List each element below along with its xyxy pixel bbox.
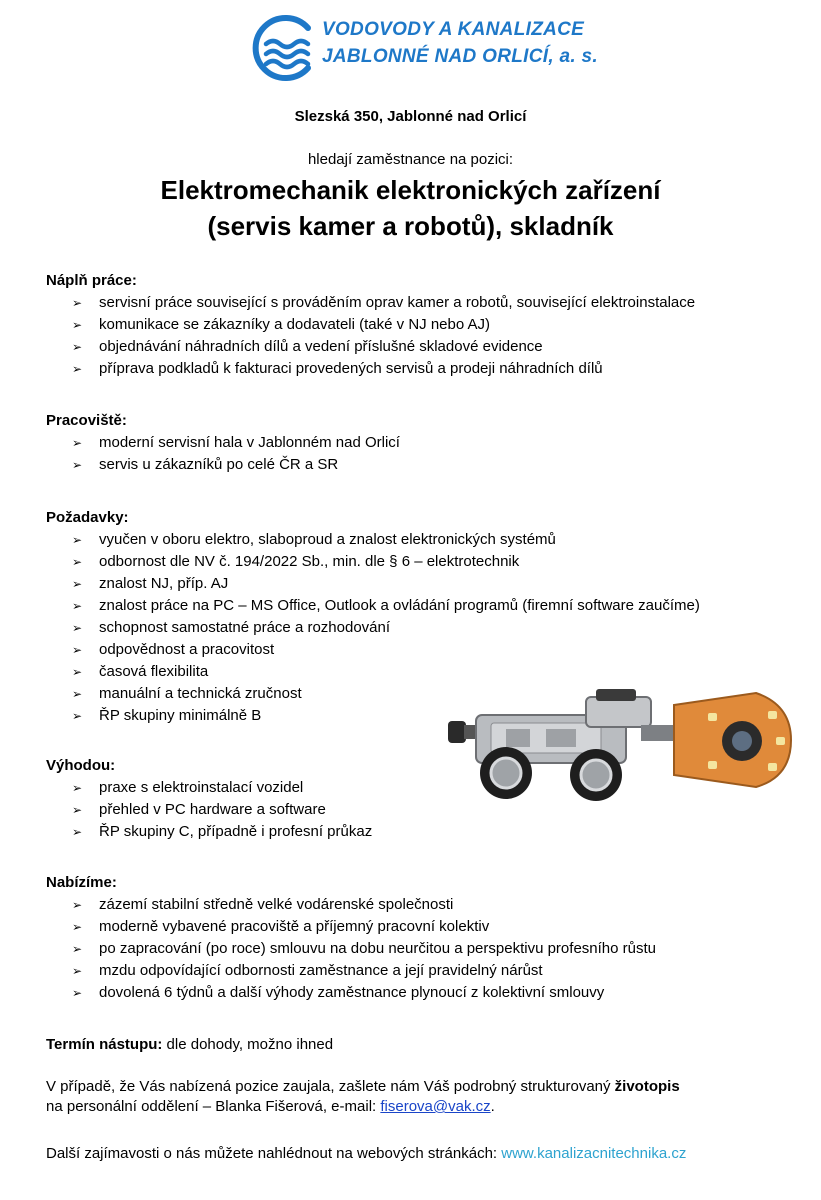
list-item-text: schopnost samostatné práce a rozhodování bbox=[99, 619, 391, 636]
list-item bbox=[46, 551, 700, 573]
list-item bbox=[46, 358, 695, 380]
bullet-arrow-icon: ➢ bbox=[72, 362, 83, 376]
apply-cv-word: životopis bbox=[614, 1078, 680, 1095]
bullet-arrow-icon: ➢ bbox=[72, 781, 83, 795]
list-item-text: dovolená 6 týdnů a další výhody zaměstnance plynoucí z kolektivní smlouvy bbox=[99, 984, 605, 1001]
section-heading: Požadavky: bbox=[46, 509, 129, 526]
start-date-label: Termín nástupu: bbox=[46, 1036, 163, 1053]
bullet-list bbox=[46, 894, 656, 1004]
list-item-text: odpovědnost a pracovitost bbox=[99, 641, 275, 658]
logo-name-line1: VODOVODY A KANALIZACE bbox=[322, 19, 585, 40]
list-item-text: časová flexibilita bbox=[99, 663, 209, 680]
list-item-text: servis u zákazníků po celé ČR a SR bbox=[99, 456, 339, 473]
list-item bbox=[46, 432, 400, 454]
list-item bbox=[46, 595, 700, 617]
section-vyhodou bbox=[46, 755, 372, 843]
bullet-list bbox=[46, 777, 372, 843]
list-item bbox=[46, 529, 700, 551]
website-note bbox=[46, 1145, 686, 1162]
list-item-text: přehled v PC hardware a software bbox=[99, 801, 326, 818]
section-heading: Výhodou: bbox=[46, 757, 116, 774]
company-address: Slezská 350, Jablonné nad Orlicí bbox=[294, 108, 527, 125]
list-item bbox=[46, 960, 656, 982]
list-item bbox=[46, 661, 700, 683]
list-item bbox=[46, 336, 695, 358]
apply-text: V případě, že Vás nabízená pozice zaujala, zašlete nám Váš podrobný strukturovaný bbox=[46, 1078, 615, 1095]
job-title-line1: Elektromechanik elektronických zařízení bbox=[160, 175, 661, 205]
list-item-text: znalost práce na PC – MS Office, Outlook a ovládání programů (firemní software zaučíme) bbox=[99, 597, 700, 614]
bullet-arrow-icon: ➢ bbox=[72, 803, 83, 817]
list-item bbox=[46, 916, 656, 938]
list-item bbox=[46, 454, 400, 476]
apply-text-line2: na personální oddělení – Blanka Fišerová, e-mail: bbox=[46, 1098, 381, 1115]
list-item-text: mzdu odpovídající odbornosti zaměstnance a její pravidelný nárůst bbox=[99, 962, 543, 979]
bullet-arrow-icon: ➢ bbox=[72, 825, 83, 839]
section-napln bbox=[46, 270, 695, 380]
bullet-arrow-icon: ➢ bbox=[72, 599, 83, 613]
bullet-arrow-icon: ➢ bbox=[72, 621, 83, 635]
apply-period: . bbox=[490, 1098, 495, 1115]
bullet-arrow-icon: ➢ bbox=[72, 920, 83, 934]
intro-text: hledají zaměstnance na pozici: bbox=[307, 151, 514, 168]
bullet-arrow-icon: ➢ bbox=[72, 577, 83, 591]
website-link[interactable]: www.kanalizacnitechnika.cz bbox=[501, 1145, 687, 1162]
list-item bbox=[46, 799, 372, 821]
bullet-arrow-icon: ➢ bbox=[72, 533, 83, 547]
bullet-arrow-icon: ➢ bbox=[72, 458, 83, 472]
job-title bbox=[0, 172, 821, 244]
bullet-arrow-icon: ➢ bbox=[72, 709, 83, 723]
list-item bbox=[46, 894, 656, 916]
list-item-text: příprava podkladů k fakturaci provedených servisů a prodeji náhradních dílů bbox=[99, 360, 603, 377]
list-item bbox=[46, 292, 695, 314]
list-item bbox=[46, 314, 695, 336]
list-item bbox=[46, 639, 700, 661]
bullet-arrow-icon: ➢ bbox=[72, 665, 83, 679]
list-item bbox=[46, 573, 700, 595]
list-item-text: po zapracování (po roce) smlouvu na dobu neurčitou a perspektivu profesního růstu bbox=[99, 940, 656, 957]
list-item-text: moderní servisní hala v Jablonném nad Orlicí bbox=[99, 434, 400, 451]
bullet-arrow-icon: ➢ bbox=[72, 296, 83, 310]
bullet-arrow-icon: ➢ bbox=[72, 643, 83, 657]
website-note-text: Další zajímavosti o nás můžete nahlédnout na webových stránkách: bbox=[46, 1145, 502, 1162]
list-item bbox=[46, 938, 656, 960]
section-heading: Nabízíme: bbox=[46, 874, 117, 891]
job-title-line2: (servis kamer a robotů), skladník bbox=[207, 211, 614, 241]
logo-name-line2: JABLONNÉ NAD ORLICÍ, a. s. bbox=[322, 46, 598, 67]
water-wave-logo-icon bbox=[246, 12, 318, 84]
bullet-arrow-icon: ➢ bbox=[72, 986, 83, 1000]
list-item-text: komunikace se zákazníky a dodavateli (také v NJ nebo AJ) bbox=[99, 316, 491, 333]
bullet-arrow-icon: ➢ bbox=[72, 964, 83, 978]
list-item-text: ŘP skupiny C, případně i profesní průkaz bbox=[99, 823, 373, 840]
list-item bbox=[46, 777, 372, 799]
email-link[interactable]: fiserova@vak.cz bbox=[380, 1098, 491, 1115]
list-item bbox=[46, 982, 656, 1004]
list-item-text: objednávání náhradních dílů a vedení příslušné skladové evidence bbox=[99, 338, 543, 355]
bullet-list bbox=[46, 292, 695, 380]
section-nabizime bbox=[46, 872, 656, 1004]
application-instructions bbox=[46, 1077, 680, 1117]
list-item bbox=[46, 821, 372, 843]
list-item-text: znalost NJ, příp. AJ bbox=[99, 575, 229, 592]
section-heading: Pracoviště: bbox=[46, 412, 127, 429]
list-item-text: odbornost dle NV č. 194/2022 Sb., min. dle § 6 – elektrotechnik bbox=[99, 553, 520, 570]
bullet-arrow-icon: ➢ bbox=[72, 942, 83, 956]
bullet-list bbox=[46, 432, 400, 476]
list-item-text: manuální a technická zručnost bbox=[99, 685, 302, 702]
section-heading: Náplň práce: bbox=[46, 272, 137, 289]
list-item bbox=[46, 617, 700, 639]
section-pracoviste bbox=[46, 410, 400, 476]
bullet-arrow-icon: ➢ bbox=[72, 687, 83, 701]
list-item-text: zázemí stabilní středně velké vodárenské společnosti bbox=[99, 896, 454, 913]
bullet-arrow-icon: ➢ bbox=[72, 898, 83, 912]
company-logo bbox=[246, 12, 606, 84]
bullet-arrow-icon: ➢ bbox=[72, 436, 83, 450]
list-item-text: praxe s elektroinstalací vozidel bbox=[99, 779, 304, 796]
start-date bbox=[46, 1036, 333, 1053]
list-item-text: vyučen v oboru elektro, slaboproud a znalost elektronických systémů bbox=[99, 531, 556, 548]
bullet-arrow-icon: ➢ bbox=[72, 318, 83, 332]
list-item-text: moderně vybavené pracoviště a příjemný pracovní kolektiv bbox=[99, 918, 490, 935]
bullet-arrow-icon: ➢ bbox=[72, 555, 83, 569]
start-date-value: dle dohody, možno ihned bbox=[162, 1036, 334, 1053]
bullet-arrow-icon: ➢ bbox=[72, 340, 83, 354]
list-item-text: servisní práce související s prováděním oprav kamer a robotů, související elektroinstalace bbox=[99, 294, 696, 311]
inspection-robot-image bbox=[446, 685, 801, 805]
list-item-text: ŘP skupiny minimálně B bbox=[99, 707, 262, 724]
